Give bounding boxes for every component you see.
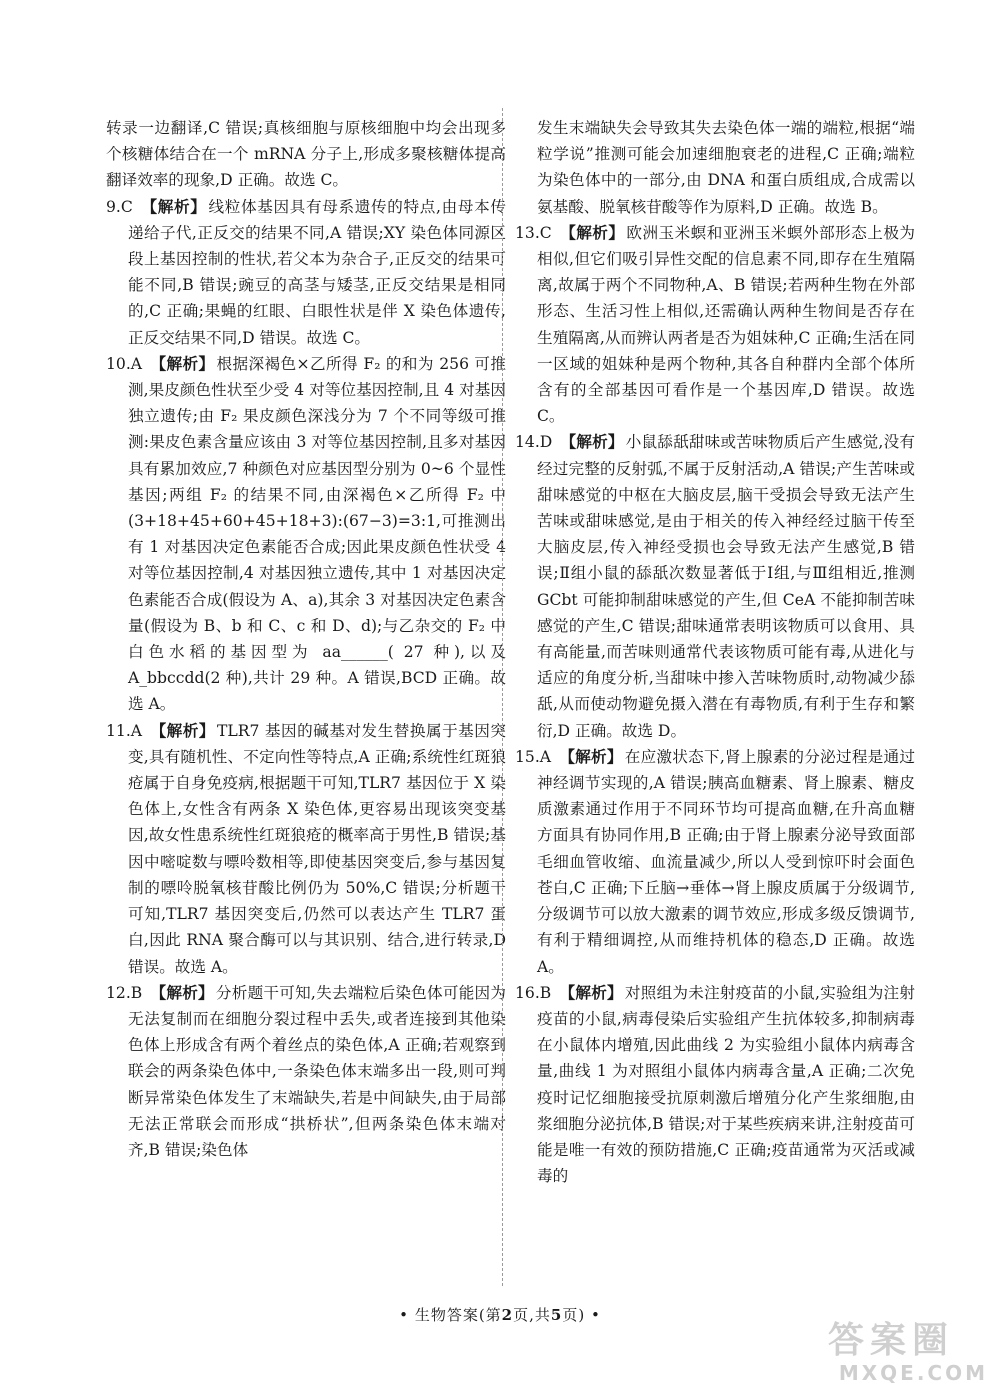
watermark-logo [828, 1312, 988, 1386]
answer-number: 9.C [106, 197, 133, 216]
analysis-tag: 【解析】 [559, 982, 623, 1002]
answer-number: 16.B [515, 983, 552, 1002]
analysis-tag: 【解析】 [140, 196, 207, 216]
watermark-top-text: 答案圈 [828, 1320, 955, 1361]
footer-bullet-right: • [590, 1306, 601, 1324]
answer-12 [106, 980, 506, 1163]
answer-16 [515, 980, 915, 1190]
footer-bullet-left: • [399, 1306, 410, 1324]
footer-end: 页) [562, 1306, 586, 1324]
answer-number: 15.A [515, 747, 552, 766]
analysis-tag: 【解析】 [560, 432, 624, 452]
right-column [515, 115, 915, 1189]
paragraph-continuation-12: 发生末端缺失会导致其失去染色体一端的端粒,根据“端粒学说”推测可能会加速细胞衰老的进程,C 正确;端粒为染色体中的一部分,由 DNA 和蛋白质组成,合成需以氨基酸、脱氧核苷酸等作为原料,D 正确。故选 B。 [537, 119, 915, 216]
analysis-tag: 【解析】 [150, 353, 215, 373]
answer-11 [106, 718, 506, 980]
analysis-tag: 【解析】 [150, 982, 214, 1002]
footer-mid: 页,共 [513, 1306, 551, 1324]
footer-subject: 生物答案(第 [414, 1306, 502, 1324]
watermark-bottom-text: MXQE.COM [838, 1361, 988, 1385]
answer-10 [106, 351, 506, 718]
answer-14 [515, 429, 915, 743]
footer-page-number: 2 [501, 1306, 514, 1324]
analysis-tag: 【解析】 [559, 746, 623, 766]
answer-15 [515, 744, 915, 980]
answer-number: 11.A [106, 721, 143, 740]
answer-number: 12.B [106, 983, 143, 1002]
analysis-tag: 【解析】 [559, 222, 625, 242]
paragraph-intro: 转录一边翻译,C 错误;真核细胞与原核细胞中均会出现多个核糖体结合在一个 mRNA 分子上,形成多聚核糖体提高翻译效率的现象,D 正确。故选 C。 [106, 119, 506, 190]
answer-text: 线粒体基因具有母系遗传的特点,由母本传递给子代,正反交的结果不同,A 错误;XY 染色体同源区段上基因控制的性状,若父本为杂合子,正反交的结果可能不同,B 错误;豌豆的高茎与矮茎,正反交结果是相同的,C 正确;果蝇的红眼、白眼性状是伴 X 染色体遗传,正反交结果不同,D 错误。故选 C。 [128, 197, 506, 347]
analysis-tag: 【解析】 [150, 720, 216, 740]
answer-number: 13.C [515, 223, 552, 242]
answer-text: TLR7 基因的碱基对发生替换属于基因突变,具有随机性、不定向性等特点,A 正确;系统性红斑狼疮属于自身免疫病,根据题干可知,TLR7 基因位于 X 染色体上,女性含有两条 X 染色体,更容易出现该突变基因,故女性患系统性红斑狼疮的概率高于男性,B 错误;基因中嘧啶数与嘌呤数相等,即使基因突变后,参与基因复制的嘌呤脱氧核苷酸比例仍为 50%,C 错误;分析题干可知,TLR7 基因突变后,仍然可以表达产生 TLR7 蛋白,因此 RNA 聚合酶可以与其识别、结合,进行转录,D 错误。故选 A。 [128, 721, 506, 976]
answer-text: 欧洲玉米螟和亚洲玉米螟外部形态上极为相似,但它们吸引异性交配的信息素不同,即存在生殖隔离,故属于两个不同物种,A、B 错误;若两种生物在外部形态、生活习性上相似,还需确认两种生物间是否存在生殖隔离,从而辨认两者是否为姐妹种,C 正确;生活在同一区域的姐妹种是两个物种,其各自种群内全部个体所含有的全部基因可看作是一个基因库,D 错误。故选 C。 [537, 223, 915, 426]
footer-total-pages: 5 [550, 1306, 563, 1324]
answer-number: 10.A [106, 354, 143, 373]
answer-9 [106, 194, 506, 351]
answer-text: 在应激状态下,肾上腺素的分泌过程是通过神经调节实现的,A 错误;胰高血糖素、肾上腺素、糖皮质激素通过作用于不同环节均可提高血糖,在升高血糖方面具有协同作用,B 正确;由于肾上腺素分泌导致面部毛细血管收缩、血流量减少,所以人受到惊吓时会面色苍白,C 正确;下丘脑→垂体→肾上腺皮质属于分级调节,分级调节可以放大激素的调节效应,形成多级反馈调节,有利于精细调控,从而维持机体的稳态,D 正确。故选 A。 [537, 747, 915, 976]
left-column [106, 115, 506, 1163]
answer-text: 分析题干可知,失去端粒后染色体可能因为无法复制而在细胞分裂过程中丢失,或者连接到其他染色体上形成含有两个着丝点的染色体,A 正确;若观察到联会的两条染色体中,一条染色体末端多出一段,则可判断异常染色体发生了末端缺失,若是中间缺失,由于局部无法正常联会而形成“拱桥状”,但两条染色体末端对齐,B 错误;染色体 [128, 983, 506, 1159]
answer-text: 根据深褐色×乙所得 F₂ 的和为 256 可推测,果皮颜色性状至少受 4 对等位基因控制,且 4 对基因独立遗传;由 F₂ 果皮颜色深浅分为 7 个不同等级可推测:果皮色素含量应该由 3 对等位基因控制,且多对基因具有累加效应,7 种颜色对应基因型分别为 0~6 个显性基因;两组 F₂ 的结果不同,由深褐色×乙所得 F₂ 中(3+18+45+60+45+18+3):(67−3)=3:1,可推测出有 1 对基因决定色素能否合成;因此果皮颜色性状受 4 对等位基因控制,4 对基因独立遗传,其中 1 对基因决定色素能否合成(假设为 A、a),其余 3 对基因决定色素含量(假设为 B、b 和 C、c 和 D、d);与乙杂交的 F₂ 中白色水稻的基因型为 aa______( 27 种),以及 A_bbccdd(2 种),共计 29 种。A 错误,BCD 正确。故选 A。 [128, 354, 506, 714]
answer-13 [515, 220, 915, 430]
answer-text: 小鼠舔舐甜味或苦味物质后产生感觉,没有经过完整的反射弧,不属于反射活动,A 错误;产生苦味或甜味感觉的中枢在大脑皮层,脑干受损会导致无法产生苦味或甜味感觉,是由于相关的传入神经经过脑干传至大脑皮层,传入神经受损也会导致无法产生感觉,B 错误;Ⅱ组小鼠的舔舐次数显著低于Ⅰ组,与Ⅲ组相近,推测 GCbt 可能抑制甜味感觉的产生,但 CeA 不能抑制苦味感觉的产生,C 错误;甜味通常表明该物质可以食用、具有高能量,而苦味则通常代表该物质可能有毒,从进化与适应的角度分析,当甜味中掺入苦味物质时,动物减少舔舐,从而使动物避免摄入潜在有毒物质,有利于生存和繁衍,D 正确。故选 D。 [537, 433, 915, 740]
answer-text: 对照组为未注射疫苗的小鼠,实验组为注射疫苗的小鼠,病毒侵染后实验组产生抗体较多,抑制病毒在小鼠体内增殖,因此曲线 2 为实验组小鼠体内病毒含量,曲线 1 为对照组小鼠体内病毒含量,A 正确;二次免疫时记忆细胞接受抗原刺激后增殖分化产生浆细胞,由浆细胞分泌抗体,B 错误;对于某些疾病来讲,注射疫苗可能是唯一有效的预防措施,C 正确;疫苗通常为灭活或减毒的 [537, 983, 915, 1186]
answer-number: 14.D [515, 433, 553, 452]
column-divider [502, 108, 503, 1286]
